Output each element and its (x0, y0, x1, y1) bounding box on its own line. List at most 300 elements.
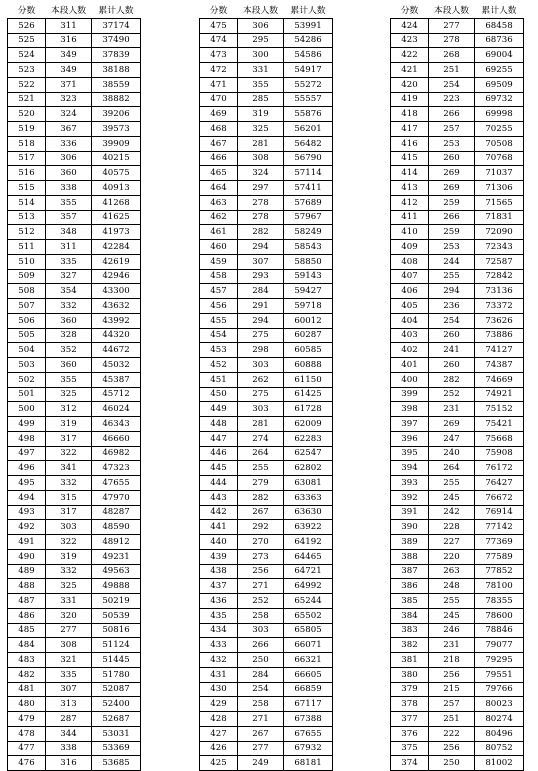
score-cell: 453 (200, 343, 238, 358)
score-cell: 524 (8, 48, 46, 63)
segment-count-cell: 335 (46, 254, 92, 269)
cumulative-count-cell: 72343 (475, 240, 524, 255)
cumulative-count-cell: 48912 (92, 535, 141, 550)
table-row (391, 402, 524, 417)
table-row (200, 210, 333, 225)
score-cell: 446 (200, 446, 238, 461)
cumulative-count-cell: 58850 (284, 254, 333, 269)
cumulative-count-cell: 54586 (284, 48, 333, 63)
table-row (8, 564, 141, 579)
score-cell: 413 (391, 181, 429, 196)
segment-count-cell: 242 (429, 505, 475, 520)
table-row (8, 431, 141, 446)
score-cell: 503 (8, 358, 46, 373)
table-row (8, 195, 141, 210)
score-cell: 443 (200, 490, 238, 505)
cumulative-count-cell: 71831 (475, 210, 524, 225)
score-cell: 487 (8, 594, 46, 609)
cumulative-count-cell: 74921 (475, 387, 524, 402)
score-cell: 471 (200, 77, 238, 92)
table-row (391, 92, 524, 107)
score-cell: 518 (8, 136, 46, 151)
cumulative-count-cell: 56201 (284, 122, 333, 137)
table-row (200, 195, 333, 210)
score-cell: 452 (200, 358, 238, 373)
table-row (200, 122, 333, 137)
score-cell: 415 (391, 151, 429, 166)
cumulative-count-cell: 70255 (475, 122, 524, 137)
score-cell: 386 (391, 579, 429, 594)
score-cell: 507 (8, 299, 46, 314)
segment-count-cell: 275 (238, 387, 284, 402)
table-row (8, 107, 141, 122)
cumulative-count-cell: 76172 (475, 461, 524, 476)
score-cell: 478 (8, 726, 46, 741)
cumulative-count-cell: 68181 (284, 756, 333, 771)
cumulative-count-cell: 40913 (92, 181, 141, 196)
segment-count-cell: 278 (238, 195, 284, 210)
segment-count-cell: 268 (429, 48, 475, 63)
score-cell: 461 (200, 225, 238, 240)
cumulative-count-cell: 61728 (284, 402, 333, 417)
segment-count-cell: 275 (238, 328, 284, 343)
segment-count-cell: 218 (429, 653, 475, 668)
cumulative-count-cell: 74387 (475, 358, 524, 373)
segment-count-cell: 264 (238, 446, 284, 461)
cumulative-count-cell: 40575 (92, 166, 141, 181)
table-row (391, 682, 524, 697)
score-cell: 376 (391, 726, 429, 741)
cumulative-count-cell: 42946 (92, 269, 141, 284)
table-row (200, 594, 333, 609)
cumulative-count-cell: 69998 (475, 107, 524, 122)
table-row (200, 77, 333, 92)
cumulative-count-cell: 45712 (92, 387, 141, 402)
table-row (391, 490, 524, 505)
table-row (200, 240, 333, 255)
table-row (8, 136, 141, 151)
segment-count-cell: 335 (46, 667, 92, 682)
cumulative-count-cell: 52687 (92, 712, 141, 727)
cumulative-count-cell: 77369 (475, 535, 524, 550)
segment-count-cell: 246 (429, 623, 475, 638)
segment-count-cell: 231 (429, 638, 475, 653)
table-row (8, 299, 141, 314)
score-cell: 436 (200, 594, 238, 609)
segment-count-cell: 262 (238, 372, 284, 387)
table-row (8, 505, 141, 520)
table-row (391, 343, 524, 358)
table-row (200, 372, 333, 387)
table-row (200, 490, 333, 505)
cumulative-count-cell: 67932 (284, 741, 333, 756)
segment-count-cell: 259 (429, 225, 475, 240)
cumulative-count-cell: 41268 (92, 195, 141, 210)
cumulative-count-cell: 55557 (284, 92, 333, 107)
segment-count-cell: 294 (238, 240, 284, 255)
cumulative-count-cell: 81002 (475, 756, 524, 771)
segment-count-cell: 321 (46, 653, 92, 668)
score-cell: 512 (8, 225, 46, 240)
table-row (200, 505, 333, 520)
table-row (200, 741, 333, 756)
segment-count-cell: 245 (429, 608, 475, 623)
table-row (200, 387, 333, 402)
cumulative-count-cell: 50539 (92, 608, 141, 623)
segment-count-cell: 341 (46, 461, 92, 476)
segment-count-cell: 322 (46, 446, 92, 461)
cumulative-count-cell: 69255 (475, 63, 524, 78)
header-score: 分数 (8, 4, 46, 18)
segment-count-cell: 295 (238, 33, 284, 48)
score-cell: 408 (391, 254, 429, 269)
table-row (200, 358, 333, 373)
cumulative-count-cell: 79295 (475, 653, 524, 668)
score-cell: 444 (200, 476, 238, 491)
segment-count-cell: 256 (429, 667, 475, 682)
segment-count-cell: 253 (429, 136, 475, 151)
table-row (8, 712, 141, 727)
table-row (200, 343, 333, 358)
cumulative-count-cell: 73372 (475, 299, 524, 314)
cumulative-count-cell: 51124 (92, 638, 141, 653)
score-cell: 448 (200, 417, 238, 432)
table-row (8, 343, 141, 358)
segment-count-cell: 274 (238, 431, 284, 446)
score-cell: 480 (8, 697, 46, 712)
table-row (391, 564, 524, 579)
segment-count-cell: 349 (46, 63, 92, 78)
score-cell: 475 (200, 18, 238, 33)
header-row (391, 4, 524, 18)
segment-count-cell: 281 (238, 136, 284, 151)
table-row (391, 505, 524, 520)
header-row (200, 4, 333, 18)
score-cell: 517 (8, 151, 46, 166)
table-row (200, 92, 333, 107)
score-cell: 406 (391, 284, 429, 299)
segment-count-cell: 249 (238, 756, 284, 771)
table-row (8, 741, 141, 756)
table-row (8, 549, 141, 564)
segment-count-cell: 279 (238, 476, 284, 491)
table-row (391, 594, 524, 609)
score-cell: 393 (391, 476, 429, 491)
score-cell: 526 (8, 18, 46, 33)
cumulative-count-cell: 64465 (284, 549, 333, 564)
cumulative-count-cell: 51780 (92, 667, 141, 682)
table-row (200, 63, 333, 78)
score-table (390, 4, 524, 771)
segment-count-cell: 248 (429, 579, 475, 594)
cumulative-count-cell: 62009 (284, 417, 333, 432)
cumulative-count-cell: 37839 (92, 48, 141, 63)
cumulative-count-cell: 55272 (284, 77, 333, 92)
table-row (391, 210, 524, 225)
table-row (200, 461, 333, 476)
segment-count-cell: 258 (238, 608, 284, 623)
table-row (8, 166, 141, 181)
score-cell: 425 (200, 756, 238, 771)
score-cell: 439 (200, 549, 238, 564)
header-cumulative-count: 累计人数 (92, 4, 141, 18)
segment-count-cell: 236 (429, 299, 475, 314)
score-cell: 476 (8, 756, 46, 771)
cumulative-count-cell: 68736 (475, 33, 524, 48)
segment-count-cell: 271 (238, 579, 284, 594)
score-cell: 488 (8, 579, 46, 594)
table-row (200, 328, 333, 343)
score-cell: 485 (8, 623, 46, 638)
segment-count-cell: 303 (46, 520, 92, 535)
cumulative-count-cell: 58543 (284, 240, 333, 255)
table-row (8, 682, 141, 697)
table-row (391, 195, 524, 210)
table-row (8, 151, 141, 166)
cumulative-count-cell: 67655 (284, 726, 333, 741)
segment-count-cell: 251 (429, 63, 475, 78)
table-row (200, 48, 333, 63)
table-row (8, 63, 141, 78)
cumulative-count-cell: 54917 (284, 63, 333, 78)
table-row (8, 402, 141, 417)
score-cell: 481 (8, 682, 46, 697)
cumulative-count-cell: 66859 (284, 682, 333, 697)
score-cell: 505 (8, 328, 46, 343)
table-row (8, 667, 141, 682)
score-cell: 434 (200, 623, 238, 638)
table-row (391, 446, 524, 461)
segment-count-cell: 294 (238, 313, 284, 328)
cumulative-count-cell: 60287 (284, 328, 333, 343)
segment-count-cell: 328 (46, 328, 92, 343)
segment-count-cell: 298 (238, 343, 284, 358)
cumulative-count-cell: 72090 (475, 225, 524, 240)
score-cell: 451 (200, 372, 238, 387)
table-row (391, 107, 524, 122)
cumulative-count-cell: 79766 (475, 682, 524, 697)
score-cell: 387 (391, 564, 429, 579)
score-cell: 384 (391, 608, 429, 623)
cumulative-count-cell: 77142 (475, 520, 524, 535)
cumulative-count-cell: 66071 (284, 638, 333, 653)
table-row (391, 151, 524, 166)
segment-count-cell: 278 (238, 210, 284, 225)
cumulative-count-cell: 73886 (475, 328, 524, 343)
score-cell: 506 (8, 313, 46, 328)
segment-count-cell: 327 (46, 269, 92, 284)
cumulative-count-cell: 38188 (92, 63, 141, 78)
table-row (391, 328, 524, 343)
score-cell: 462 (200, 210, 238, 225)
segment-count-cell: 257 (429, 697, 475, 712)
score-cell: 492 (8, 520, 46, 535)
segment-count-cell: 271 (238, 712, 284, 727)
cumulative-count-cell: 71037 (475, 166, 524, 181)
segment-count-cell: 319 (46, 417, 92, 432)
cumulative-count-cell: 66321 (284, 653, 333, 668)
segment-count-cell: 336 (46, 136, 92, 151)
table-row (391, 697, 524, 712)
segment-count-cell: 319 (238, 107, 284, 122)
table-row (391, 417, 524, 432)
score-cell: 472 (200, 63, 238, 78)
segment-count-cell: 323 (46, 92, 92, 107)
score-cell: 464 (200, 181, 238, 196)
table-row (8, 372, 141, 387)
cumulative-count-cell: 69509 (475, 77, 524, 92)
segment-count-cell: 325 (46, 387, 92, 402)
table-row (200, 166, 333, 181)
score-cell: 493 (8, 505, 46, 520)
table-row (200, 535, 333, 550)
segment-count-cell: 287 (46, 712, 92, 727)
cumulative-count-cell: 52087 (92, 682, 141, 697)
table-row (200, 18, 333, 33)
table-row (391, 254, 524, 269)
table-row (8, 122, 141, 137)
segment-count-cell: 241 (429, 343, 475, 358)
cumulative-count-cell: 56790 (284, 151, 333, 166)
cumulative-count-cell: 50816 (92, 623, 141, 638)
score-cell: 521 (8, 92, 46, 107)
score-cell: 390 (391, 520, 429, 535)
table-row (8, 313, 141, 328)
cumulative-count-cell: 72587 (475, 254, 524, 269)
score-cell: 433 (200, 638, 238, 653)
table-row (200, 446, 333, 461)
cumulative-count-cell: 80496 (475, 726, 524, 741)
cumulative-count-cell: 70508 (475, 136, 524, 151)
cumulative-count-cell: 62283 (284, 431, 333, 446)
table-row (391, 18, 524, 33)
segment-count-cell: 223 (429, 92, 475, 107)
table-row (391, 476, 524, 491)
score-cell: 474 (200, 33, 238, 48)
score-cell: 431 (200, 667, 238, 682)
score-cell: 397 (391, 417, 429, 432)
score-cell: 417 (391, 122, 429, 137)
cumulative-count-cell: 78600 (475, 608, 524, 623)
table-row (8, 476, 141, 491)
header-segment-count: 本段人数 (429, 4, 475, 18)
score-cell: 438 (200, 564, 238, 579)
cumulative-count-cell: 80274 (475, 712, 524, 727)
segment-count-cell: 294 (429, 284, 475, 299)
cumulative-count-cell: 47970 (92, 490, 141, 505)
score-cell: 455 (200, 313, 238, 328)
score-cell: 378 (391, 697, 429, 712)
segment-count-cell: 278 (429, 33, 475, 48)
table-row (200, 313, 333, 328)
score-cell: 479 (8, 712, 46, 727)
segment-count-cell: 349 (46, 48, 92, 63)
score-cell: 449 (200, 402, 238, 417)
segment-count-cell: 338 (46, 741, 92, 756)
segment-count-cell: 331 (238, 63, 284, 78)
cumulative-count-cell: 71306 (475, 181, 524, 196)
cumulative-count-cell: 60012 (284, 313, 333, 328)
segment-count-cell: 269 (429, 181, 475, 196)
table-row (391, 579, 524, 594)
cumulative-count-cell: 75908 (475, 446, 524, 461)
segment-count-cell: 260 (429, 358, 475, 373)
segment-count-cell: 306 (238, 18, 284, 33)
cumulative-count-cell: 72842 (475, 269, 524, 284)
segment-count-cell: 307 (238, 254, 284, 269)
cumulative-count-cell: 44320 (92, 328, 141, 343)
segment-count-cell: 267 (238, 726, 284, 741)
table-row (8, 697, 141, 712)
segment-count-cell: 291 (238, 299, 284, 314)
score-cell: 516 (8, 166, 46, 181)
segment-count-cell: 315 (46, 490, 92, 505)
score-cell: 399 (391, 387, 429, 402)
cumulative-count-cell: 62802 (284, 461, 333, 476)
segment-count-cell: 360 (46, 313, 92, 328)
cumulative-count-cell: 46343 (92, 417, 141, 432)
score-cell: 410 (391, 225, 429, 240)
segment-count-cell: 252 (238, 594, 284, 609)
cumulative-count-cell: 74127 (475, 343, 524, 358)
segment-count-cell: 355 (46, 372, 92, 387)
segment-count-cell: 281 (238, 417, 284, 432)
table-row (8, 387, 141, 402)
score-table (199, 4, 333, 771)
cumulative-count-cell: 46660 (92, 431, 141, 446)
table-row (391, 535, 524, 550)
table-row (8, 240, 141, 255)
score-cell: 394 (391, 461, 429, 476)
cumulative-count-cell: 53991 (284, 18, 333, 33)
table-row (200, 682, 333, 697)
score-cell: 409 (391, 240, 429, 255)
cumulative-count-cell: 62547 (284, 446, 333, 461)
table-row (8, 520, 141, 535)
score-cell: 490 (8, 549, 46, 564)
score-cell: 441 (200, 520, 238, 535)
segment-count-cell: 245 (429, 490, 475, 505)
cumulative-count-cell: 55876 (284, 107, 333, 122)
table-row (391, 756, 524, 771)
segment-count-cell: 338 (46, 181, 92, 196)
cumulative-count-cell: 57967 (284, 210, 333, 225)
cumulative-count-cell: 73626 (475, 313, 524, 328)
score-cell: 466 (200, 151, 238, 166)
table-row (200, 225, 333, 240)
segment-count-cell: 367 (46, 122, 92, 137)
segment-count-cell: 293 (238, 269, 284, 284)
score-cell: 427 (200, 726, 238, 741)
table-row (200, 712, 333, 727)
cumulative-count-cell: 78355 (475, 594, 524, 609)
cumulative-count-cell: 48590 (92, 520, 141, 535)
cumulative-count-cell: 65244 (284, 594, 333, 609)
table-row (391, 520, 524, 535)
score-cell: 489 (8, 564, 46, 579)
score-cell: 456 (200, 299, 238, 314)
score-cell: 411 (391, 210, 429, 225)
table-row (391, 387, 524, 402)
score-cell: 442 (200, 505, 238, 520)
table-row (8, 490, 141, 505)
table-row (8, 284, 141, 299)
table-row (8, 48, 141, 63)
segment-count-cell: 355 (238, 77, 284, 92)
segment-count-cell: 255 (429, 476, 475, 491)
segment-count-cell: 247 (429, 431, 475, 446)
score-cell: 495 (8, 476, 46, 491)
